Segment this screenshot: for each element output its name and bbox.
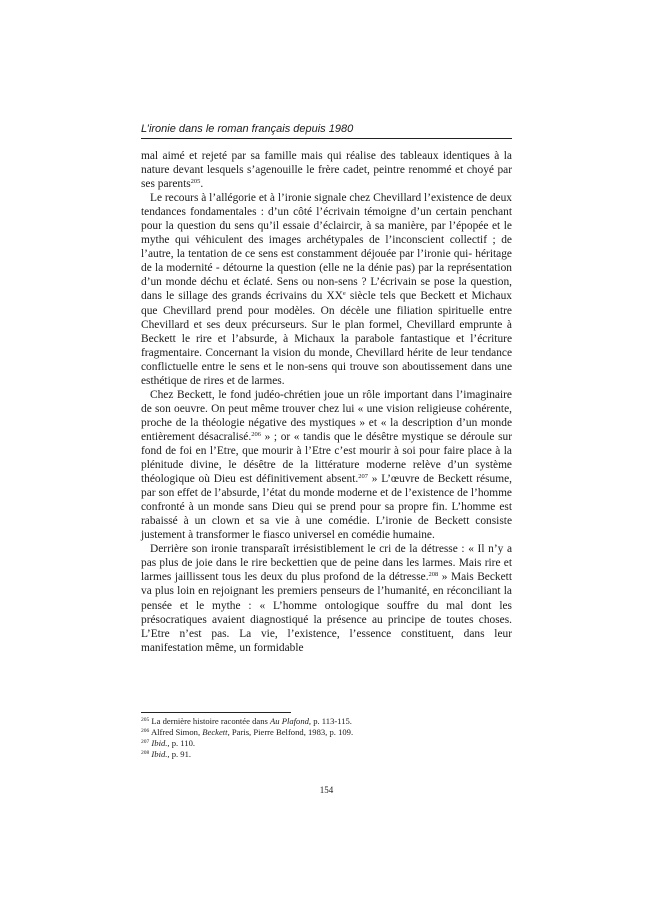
paragraph-3 [141, 388, 512, 543]
footnote-title: Ibid. [151, 738, 168, 748]
footnote-text: Alfred Simon, [150, 727, 203, 737]
footnote-205 [141, 716, 512, 727]
body-text [141, 149, 512, 655]
footnote-207 [141, 738, 512, 749]
footnote-title: Au Plafond, [270, 716, 312, 726]
footnote-title: Beckett [202, 727, 228, 737]
footnote-text: , p. 110. [167, 738, 196, 748]
footnote-text: , p. 91. [167, 749, 192, 759]
footnote-separator [141, 712, 291, 713]
page-number: 154 [319, 785, 334, 795]
paragraph-text: Derrière son ironie transparaît irrésistiblement le cri de la détresse : « Il n’y a pas plus de joie dans le rire beckettien que de peine dans les larmes. Mais rire et larmes jaillissent tous les deux du plus profond de la détresse. [141, 543, 512, 584]
footnote-ref-206[interactable]: 206 [251, 430, 261, 438]
footnote-number: 205 [141, 717, 150, 723]
paragraph-2 [141, 191, 512, 388]
paragraph-4 [141, 542, 512, 654]
paragraph-text: Chez Beckett, le fond judéo-chrétien joue un rôle important dans l’imaginaire de son oeuvre. On peut même trouver chez lui « une vision religieuse cohérente, proche de la théologie négative des mystiques » et « la description d’un monde entièrement désacralisé. [141, 388, 512, 443]
paragraph-text: Le recours à l’allégorie et à l’ironie signale chez Chevillard l’existence de deux tendances fondamentales : d’un côté l’écrivain témoigne d’un certain penchant pour la question du sens qu’il essaie d’éclaircir, à sa manière, par l’épopée et le mythe qui véhiculent des images archétypales de l’inconscient collectif ; de l’autre, la tentation de ce sens est constamment déjouée par l’ironie qui- héritage de la modernité - détourne la question (elle ne la dénie pas) par la représentation d’un monde déchu et éclaté. Sens ou non-sens ? L’écrivain se pose la question, dans le sillage des grands écrivains du XX [141, 192, 512, 303]
paragraph-text: » ; or « tandis que le désêtre mystique se déroule sur fond de foi en l’Etre, que mourir à l’Etre c’est mourir à soi pour faire place à la plénitude divine, le désêtre de la littérature moderne relève d’un système théologique où Dieu est définitivement absent. [141, 430, 512, 486]
footnote-ref-207[interactable]: 207 [358, 473, 368, 481]
footnote-208 [141, 749, 512, 760]
paragraph-text: . [200, 178, 204, 191]
footnotes [141, 716, 512, 760]
footnote-title: Ibid. [151, 749, 168, 759]
footnote-ref-208[interactable]: 208 [428, 571, 439, 579]
footnote-text: , Paris, Pierre Belfond, 1983, p. 109. [227, 727, 354, 737]
footnote-text: p. 113-115. [311, 716, 352, 726]
century-superscript: e [342, 290, 346, 298]
footnote-number: 208 [141, 750, 150, 756]
paragraph-text: mal aimé et rejeté par sa famille mais qui réalise des tableaux identiques à la nature devant lesquels s’agenouille le frère cadet, peintre renommé et choyé par ses parents [141, 150, 512, 191]
paragraph-text: siècle tels que Beckett et Michaux que Chevillard prend pour modèles. On décèle une filiation spirituelle entre Chevillard et ses deux précurseurs. Sur le plan formel, Chevillard emprunte à Beckett le rire et l’absurde, à Michaux la parabole fantastique et l’écriture fragmentaire. Concernant la vision du monde, Chevillard hérite de leur tendance conflictuelle entre le sens et le non-sens qui trouve son aboutissement dans une esthétique de rires et de larmes. [141, 290, 512, 387]
running-header: L’ironie dans le roman français depuis 1980 [141, 123, 512, 139]
paragraph-text: » L’œuvre de Beckett résume, par son effet de l’absurde, l’état du monde moderne et de l’existence de l’homme confronté à un monde sans Dieu qui se prend pour sa propre fin. L’homme est rabaissé à un clown et sa vie à une comédie. L’ironie de Beckett consiste justement à transformer le fiasco universel en comédie humaine. [141, 473, 512, 542]
footnote-number: 206 [141, 728, 150, 734]
paragraph-1 [141, 149, 512, 191]
footnote-ref-205[interactable]: 205 [190, 178, 201, 186]
paragraph-text: » Mais Beckett va plus loin en rejoignant les premiers penseurs de l’humanité, en réconciliant la pensée et le mythe : « L’homme ontologique souffre du mal dont les présocratiques avaient diagnostiqué la présence au principe de toutes choses. L’Etre n’est pas. La vie, l’existence, l’essence constituent, dans leur manifestation même, un formidable [141, 571, 512, 654]
footnote-206 [141, 727, 512, 738]
footnote-text: La dernière histoire racontée dans [151, 716, 270, 726]
footnote-number: 207 [141, 739, 150, 745]
